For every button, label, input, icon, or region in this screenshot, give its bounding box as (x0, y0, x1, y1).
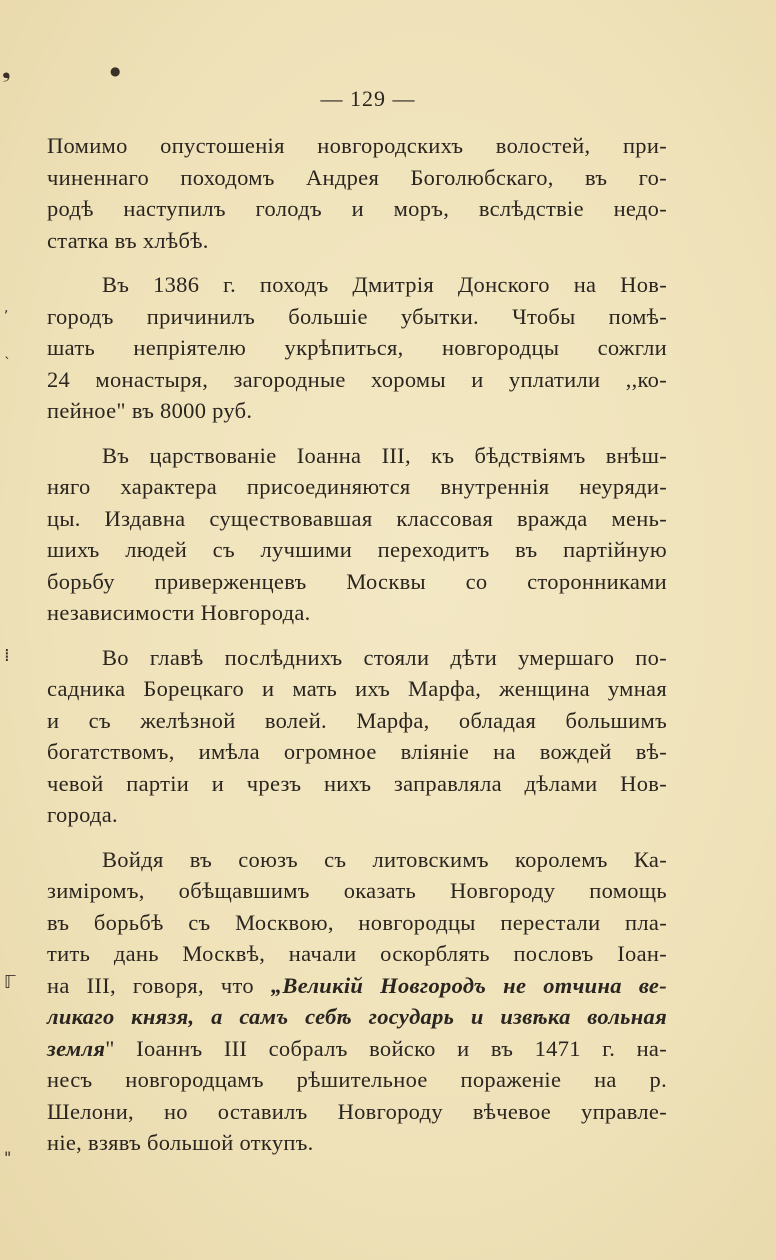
text-line: независимости Новгорода. (47, 600, 311, 625)
quotation: ликаго князя, а самъ себѣ государь и извѣка вольная (47, 1004, 667, 1029)
text-line: цы. Издавна существовавшая классовая вражда мень- (47, 505, 667, 531)
text-line (47, 1001, 667, 1033)
text-line (47, 970, 667, 1002)
text-line (47, 1033, 667, 1065)
text-line: родѣ наступилъ голодъ и моръ, вслѣдствіе недо- (47, 196, 667, 221)
text-line: статка въ хлѣбѣ. (47, 227, 209, 253)
margin-mark: ` (4, 356, 11, 372)
page-number: — 129 — (320, 86, 416, 111)
text-line: Войдя въ союзъ съ литовскимъ королемъ Ка- (102, 846, 667, 872)
margin-mark: , (4, 300, 9, 316)
text-line: Во главѣ послѣднихъ стояли дѣти умершаго по- (102, 644, 667, 670)
text-line: богатствомъ, имѣла огромное вліяніе на вождей вѣ- (47, 739, 667, 764)
body-text (47, 130, 667, 1159)
text-line: Помимо опустошенія новгородскихъ волостей, при- (47, 133, 667, 158)
quotation: „Великій Новгородъ не отчина ве- (270, 972, 667, 998)
text-line: зиміромъ, обѣщавшимъ оказать Новгороду помощь (47, 878, 667, 903)
text-line: шихъ людей съ лучшими переходитъ въ партійную (47, 537, 667, 562)
text-line: пейное" въ 8000 руб. (47, 398, 253, 423)
paragraph-1 (47, 130, 667, 256)
text-line: чиненнаго походомъ Андрея Боголюбскаго, въ го- (47, 164, 667, 190)
text-line: въ борьбѣ съ Москвою, новгородцы перестали пла- (47, 909, 667, 935)
paragraph-3 (47, 440, 667, 629)
text-line: ніе, взявъ большой откупъ. (47, 1130, 314, 1155)
text-line: борьбу приверженцевъ Москвы со сторонниками (47, 568, 667, 594)
text-line: Въ 1386 г. походъ Дмитрія Донского на Нов- (102, 272, 667, 297)
text-segment: на III, говоря, что (47, 972, 271, 998)
text-line: города. (47, 802, 118, 827)
quotation: земля (47, 1035, 106, 1061)
text-line: несъ новгородцамъ рѣшительное пораженіе на р. (47, 1067, 667, 1092)
text-line: городъ причинилъ большіе убытки. Чтобы помѣ- (47, 303, 667, 329)
margin-mark: ⁞ (4, 645, 10, 666)
paragraph-2 (47, 269, 667, 427)
text-line: Шелони, но оставилъ Новгороду вѣчевое управле- (47, 1098, 667, 1124)
text-line: садника Борецкаго и мать ихъ Марфа, женщина умная (47, 676, 667, 701)
paragraph-4 (47, 642, 667, 831)
text-line: тить дань Москвѣ, начали оскорблять пословъ Іоан- (47, 941, 667, 966)
ink-dot: ● (110, 64, 121, 78)
text-line: Въ царствованіе Іоанна III, къ бѣдствіямъ внѣш- (102, 442, 667, 468)
text-line: шать непріятелю укрѣпиться, новгородцы сожгли (47, 335, 667, 360)
text-line: и съ желѣзной волей. Марфа, обладая большимъ (47, 707, 667, 733)
text-line: 24 монастыря, загородные хоромы и уплатили ,,ко- (47, 366, 667, 392)
margin-mark: ❟ (2, 58, 11, 83)
paragraph-5 (47, 844, 667, 1159)
text-segment: " Іоаннъ III собралъ войско и въ 1471 г. на- (105, 1035, 667, 1061)
text-line: чевой партіи и чрезъ нихъ заправляла дѣлами Нов- (47, 770, 667, 796)
text-line: няго характера присоединяются внутреннія неуряди- (47, 474, 667, 499)
margin-mark: " (4, 1148, 12, 1167)
margin-mark: ℾ (4, 972, 16, 993)
